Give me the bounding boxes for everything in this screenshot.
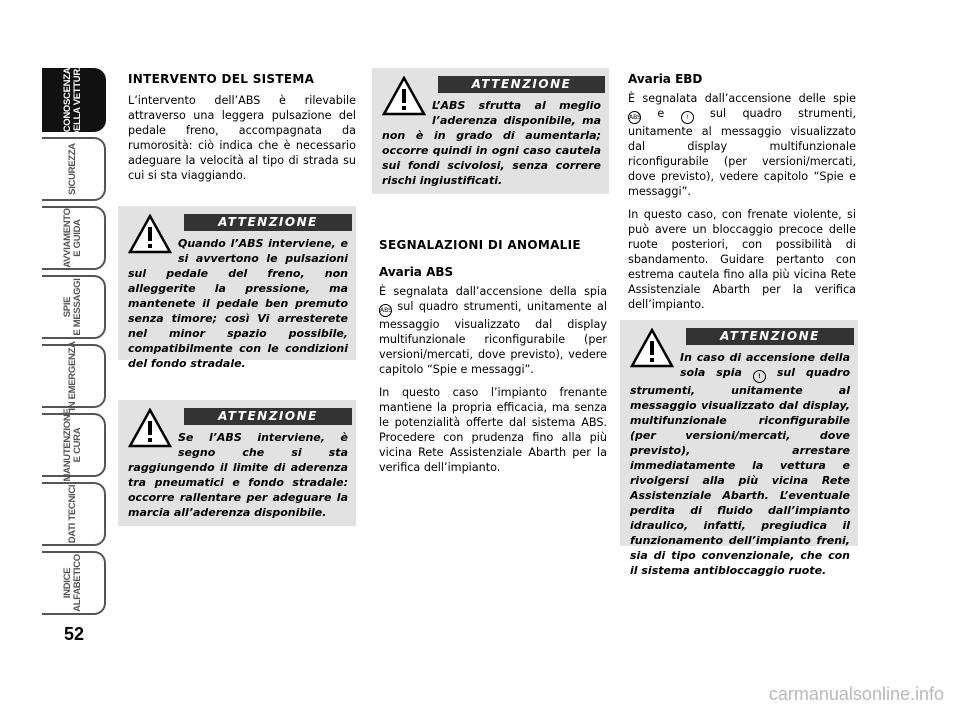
attention-box-4 bbox=[620, 320, 858, 577]
tab-dati-tecnici[interactable]: DATI TECNICI bbox=[42, 482, 106, 546]
tab-spie-e-messaggi[interactable]: SPIE E MESSAGGI bbox=[42, 275, 106, 339]
section-heading-intervento: INTERVENTO DEL SISTEMA bbox=[128, 72, 315, 86]
paragraph-avaria-ebd-2: In questo caso, con frenate violente, si può avere un bloccaggio precoce delle ruote posteriori, con possibilità di sbandamento. Guidare pertanto con estrema cautela fino alla più vicina Rete Assistenziale Abarth per la verifica dell’impianto. bbox=[628, 208, 856, 311]
column-3 bbox=[628, 72, 856, 320]
tab-conoscenza-della-vettura[interactable]: CONOSCENZA DELLA VETTURA bbox=[42, 68, 106, 132]
paragraph-avaria-abs-1: È segnalata dall’accensione della spia ABS sul quadro strumenti, unitamente al messaggio visualizzato dal display multifunzionale riconfigurabile (per versioni/mercati, dove previsto), vedere capitolo “Spie e messaggi”. bbox=[379, 285, 607, 376]
brake-warning-lamp-icon: ! bbox=[681, 111, 694, 124]
attention-banner: ATTENZIONE bbox=[438, 76, 605, 93]
attention-box-1 bbox=[118, 206, 356, 370]
tab-manutenzione-e-cura[interactable]: MANUTENZIONE E CURA bbox=[42, 413, 106, 477]
tab-in-emergenza[interactable]: IN EMERGENZA bbox=[42, 344, 106, 408]
watermark: carmanualsonline.info bbox=[768, 684, 944, 704]
attention-banner: ATTENZIONE bbox=[184, 408, 352, 425]
subheading-avaria-ebd: Avaria EBD bbox=[628, 72, 703, 86]
section-heading-anomalie: SEGNALAZIONI DI ANOMALIE bbox=[379, 238, 581, 252]
attention-text: Quando l’ABS interviene, e si avvertono le pulsazioni sul pedale del freno, non alleggerite la pressione, ma mantenete il pedale ben premuto senza timore; così Vi arresterete nel minor spazio possibile, compatibilmente con le condizioni del fondo stradale. bbox=[128, 237, 348, 370]
attention-box-2 bbox=[118, 400, 356, 526]
attention-banner: ATTENZIONE bbox=[184, 214, 352, 231]
tab-indice-alfabetico[interactable]: INDICE ALFABETICO bbox=[42, 551, 106, 615]
column-1 bbox=[128, 72, 356, 191]
attention-box-3 bbox=[372, 68, 609, 194]
attention-banner: ATTENZIONE bbox=[686, 328, 854, 345]
attention-text: L’ABS sfrutta al meglio l’aderenza disponibile, ma non è in grado di aumentarla; occorre quindi in ogni caso cautela sui fondi scivolosi, senza correre rischi ingiustificati. bbox=[382, 99, 601, 187]
paragraph-intervento: L’intervento dell’ABS è rilevabile attraverso una leggera pulsazione del pedale freno, accompagnata da rumorosità: ciò indica che è necessario adeguare la velocità al tipo di strada su cui si sta viaggiando. bbox=[128, 94, 356, 182]
brake-warning-lamp-icon: ! bbox=[753, 370, 766, 383]
attention-text: In caso di accensione della sola spia ! sul quadro strumenti, unitamente al messaggio visualizzato dal display, multifunzionale riconfigurabile (per versioni/mercati, dove previsto), arrestare immediatamente la vettura e rivolgersi alla più vicina Rete Assistenziale Abarth. L’eventuale perdita di fluido dall’impianto idraulico, infatti, pregiudica il funzionamento dell’impianto freni, sia di tipo convenzionale, che con il sistema antibloccaggio ruote. bbox=[630, 351, 850, 577]
paragraph-avaria-abs-2: In questo caso l’impianto frenante mantiene la propria efficacia, ma senza le potenzialità offerte dal sistema ABS. Procedere con prudenza fino alla più vicina Rete Assistenziale Abarth per la verifica dell’impianto. bbox=[379, 386, 607, 474]
column-2 bbox=[379, 238, 607, 483]
abs-warning-lamp-icon: ABS bbox=[379, 304, 392, 317]
paragraph-avaria-ebd-1: È segnalata dall’accensione delle spie ABS e ! sul quadro strumenti, unitamente al messaggio visualizzato dal display multifunzionale riconfigurabile (per versioni/mercati, dove previsto), vedere capitolo “Spie e messaggi”. bbox=[628, 92, 857, 198]
tab-sicurezza[interactable]: SICUREZZA bbox=[42, 137, 106, 201]
page-number: 52 bbox=[64, 624, 85, 644]
tab-avviamento-e-guida[interactable]: AVVIAMENTO E GUIDA bbox=[42, 206, 106, 270]
subheading-avaria-abs: Avaria ABS bbox=[379, 265, 454, 279]
abs-warning-lamp-icon: ABS bbox=[628, 111, 641, 124]
attention-text: Se l’ABS interviene, è segno che si sta raggiungendo il limite di aderenza tra pneumatici e fondo stradale: occorre rallentare per adeguare la marcia all’aderenza disponibile. bbox=[128, 431, 348, 519]
